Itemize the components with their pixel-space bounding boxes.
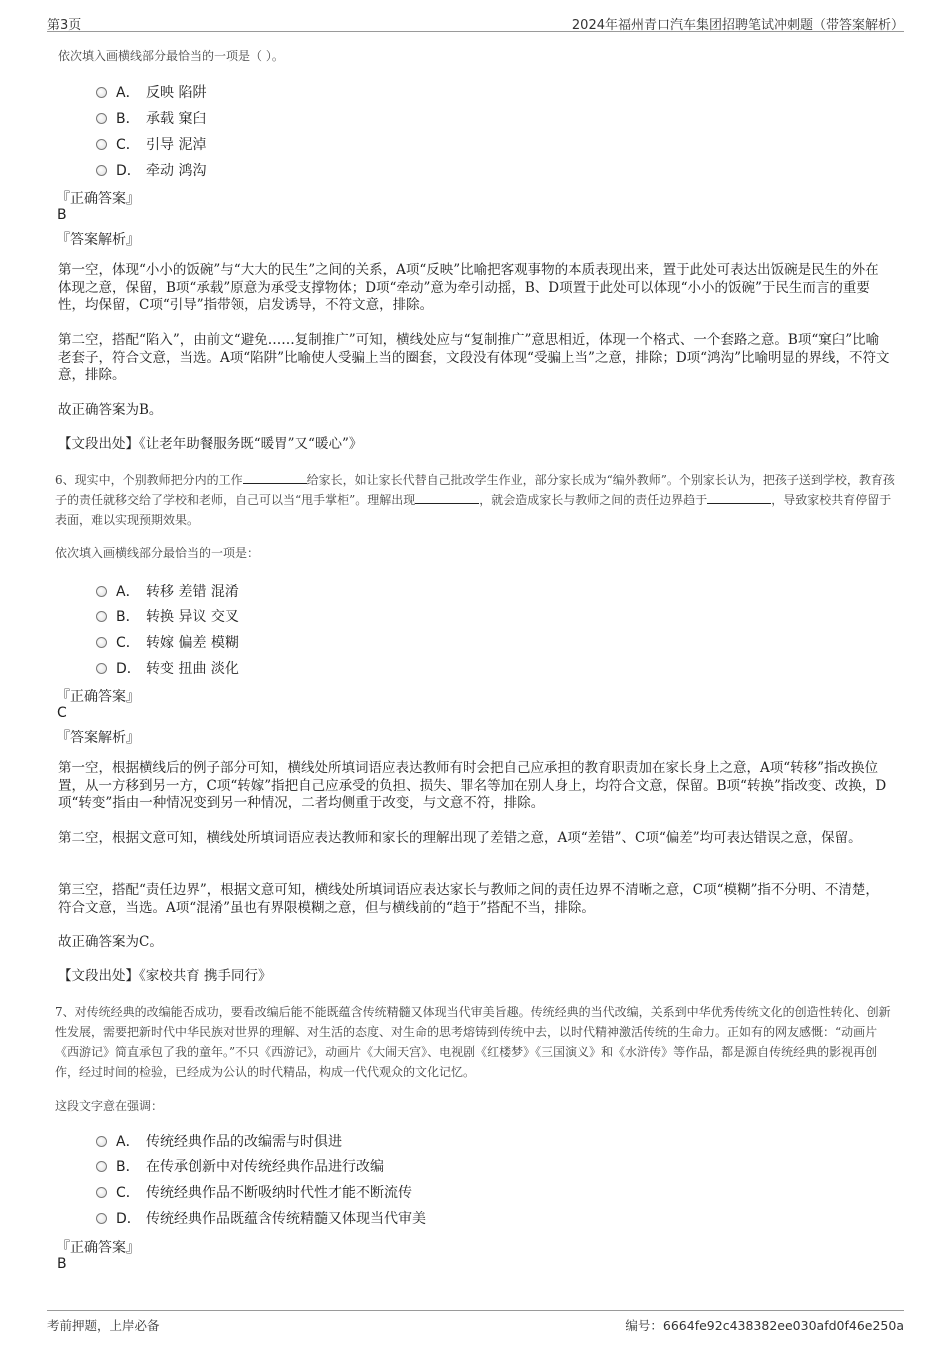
q6-answer-label: 『正确答案』 [56, 689, 140, 705]
q6-answer: C [57, 705, 67, 721]
document-code: 编号：6664fe92c438382ee030afd0f46e250a [625, 1318, 904, 1333]
q7-answer-label: 『正确答案』 [56, 1240, 140, 1256]
q5-option-c[interactable]: C． 引导 泥淖 [96, 134, 206, 154]
radio-icon[interactable] [96, 139, 107, 150]
q6-option-c[interactable]: C． 转嫁 偏差 模糊 [96, 632, 239, 652]
q5-answer: B [57, 207, 67, 223]
q6-option-a[interactable]: A． 转移 差错 混淆 [96, 581, 239, 601]
q7-option-b[interactable]: B． 在传承创新中对传统经典作品进行改编 [96, 1156, 384, 1176]
page-header [47, 12, 904, 32]
q5-analysis-paragraph: 第二空，搭配“陷入”，由前文“避免……复制推广”可知，横线处应与“复制推广”意思相近，体现一个格式、一个套路之意。B项“窠臼”比喻老套子，符合文意，当选。A项“陷阱”比喻使人受骗上当的圈套，文段没有体现“受骗上当”之意，排除；D项“鸿沟”比喻明显的界线，不符文意，排除。 [58, 332, 890, 383]
page-footer [47, 1310, 904, 1334]
q6-option-b[interactable]: B． 转换 异议 交叉 [96, 606, 239, 626]
radio-icon[interactable] [96, 1187, 107, 1198]
radio-icon[interactable] [96, 586, 107, 597]
blank-line [707, 490, 771, 504]
q5-option-d[interactable]: D． 牵动 鸿沟 [96, 160, 206, 180]
q6-analysis-paragraph: 第三空，搭配“责任边界”，根据文意可知，横线处所填词语应表达家长与教师之间的责任边界不清晰之意，C项“模糊”指不分明、不清楚，符合文意，当选。A项“混淆”虽也有界限模糊之意，但与横线前的“趋于”搭配不当，排除。 [58, 882, 879, 916]
q5-option-a[interactable]: A． 反映 陷阱 [96, 82, 206, 102]
q5-analysis-paragraph: 第一空，体现“小小的饭碗”与“大大的民生”之间的关系，A项“反映”比喻把客观事物的本质表现出来，置于此处可表达出饭碗是民生的外在体现之意，保留，B项“承载”原意为承受支撑物体；D项“牵动”意为牵引动摇，B、D项置于此处可以体现“小小的饭碗”于民生而言的重要性，均保留，C项“引导”指带领，启发诱导，不符文意，排除。 [58, 262, 879, 313]
radio-icon[interactable] [96, 1136, 107, 1147]
q6-source: 【文段出处】《家校共育 携手同行》 [58, 968, 272, 984]
q7-option-c[interactable]: C． 传统经典作品不断吸纳时代性才能不断流传 [96, 1182, 412, 1202]
radio-icon[interactable] [96, 611, 107, 622]
q6-conclusion: 故正确答案为C。 [58, 934, 163, 950]
radio-icon[interactable] [96, 165, 107, 176]
q5-stem: 依次填入画横线部分最恰当的一项是（ ）。 [58, 49, 284, 63]
q7-stem: 7、对传统经典的改编能否成功，要看改编后能不能既蕴含传统精髓又体现当代审美旨趣。传统经典的当代改编，关系到中华优秀传统文化的创造性转化、创新性发展，需要把新时代中华民族对世界的理解、对生活的态度、对生命的思考熔铸到传统中去，以时代精神激活传统的生命力。正如有的网友感慨：“动画片《西游记》简直承包了我的童年。”不只《西游记》，动画片《大闹天宫》、电视剧《红楼梦》《三国演义》和《水浒传》等作品，都是源自传统经典的影视再创作，经过时间的检验，已经成为公认的时代精品，构成一代代观众的文化记忆。 [55, 1005, 891, 1079]
radio-icon[interactable] [96, 113, 107, 124]
blank-line [243, 470, 307, 484]
q6-analysis-paragraph: 第一空，根据横线后的例子部分可知，横线处所填词语应表达教师有时会把自己应承担的教育职责加在家长身上之意，A项“转移”指改换位置，从一方移到另一方，C项“转嫁”指把自己应承受的负担、损失、罪名等加在别人身上，均符合文意，保留。B项“转换”指改变、改换，D项“转变”指由一种情况变到另一种情况，二者均侧重于改变，与文意不符，排除。 [58, 760, 887, 811]
page-number: 第3页 [47, 18, 82, 33]
q6-option-d[interactable]: D． 转变 扭曲 淡化 [96, 658, 239, 678]
radio-icon[interactable] [96, 663, 107, 674]
q6-analysis-label: 『答案解析』 [56, 730, 140, 746]
radio-icon[interactable] [96, 637, 107, 648]
q6-stem: 6、现实中，个别教师把分内的工作 给家长，如让家长代替自己批改学生作业，部分家长成为“编外教师”。个别家长认为，把孩子送到学校，教育孩子的责任就移交给了学校和老师，自己可以当“甩手掌柜”。理解出现 ，就会造成家长与教师之间的责任边界趋于 ，导致家校共育停留于表面，难以实现预期效果。 [55, 470, 897, 530]
q7-prompt: 这段文字意在强调： [55, 1099, 164, 1113]
q6-analysis-paragraph: 第二空，根据文意可知，横线处所填词语应表达教师和家长的理解出现了差错之意，A项“差错”、C项“偏差”均可表达错误之意，保留。 [58, 830, 862, 846]
q7-option-d[interactable]: D． 传统经典作品既蕴含传统精髓又体现当代审美 [96, 1208, 426, 1228]
q5-option-b[interactable]: B． 承载 窠臼 [96, 108, 206, 128]
radio-icon[interactable] [96, 1161, 107, 1172]
q5-analysis-label: 『答案解析』 [56, 232, 140, 248]
blank-line [415, 490, 479, 504]
q5-conclusion: 故正确答案为B。 [58, 402, 163, 418]
document-title: 2024年福州青口汽车集团招聘笔试冲刺题（带答案解析） [571, 18, 904, 33]
q6-prompt: 依次填入画横线部分最恰当的一项是： [55, 546, 260, 560]
q7-answer: B [57, 1256, 67, 1272]
q7-option-a[interactable]: A． 传统经典作品的改编需与时俱进 [96, 1131, 342, 1151]
radio-icon[interactable] [96, 1213, 107, 1224]
footer-slogan: 考前押题，上岸必备 [47, 1318, 160, 1333]
q5-answer-label: 『正确答案』 [56, 191, 140, 207]
radio-icon[interactable] [96, 87, 107, 98]
q5-source: 【文段出处】《让老年助餐服务既“暖胃”又“暖心”》 [58, 436, 363, 452]
